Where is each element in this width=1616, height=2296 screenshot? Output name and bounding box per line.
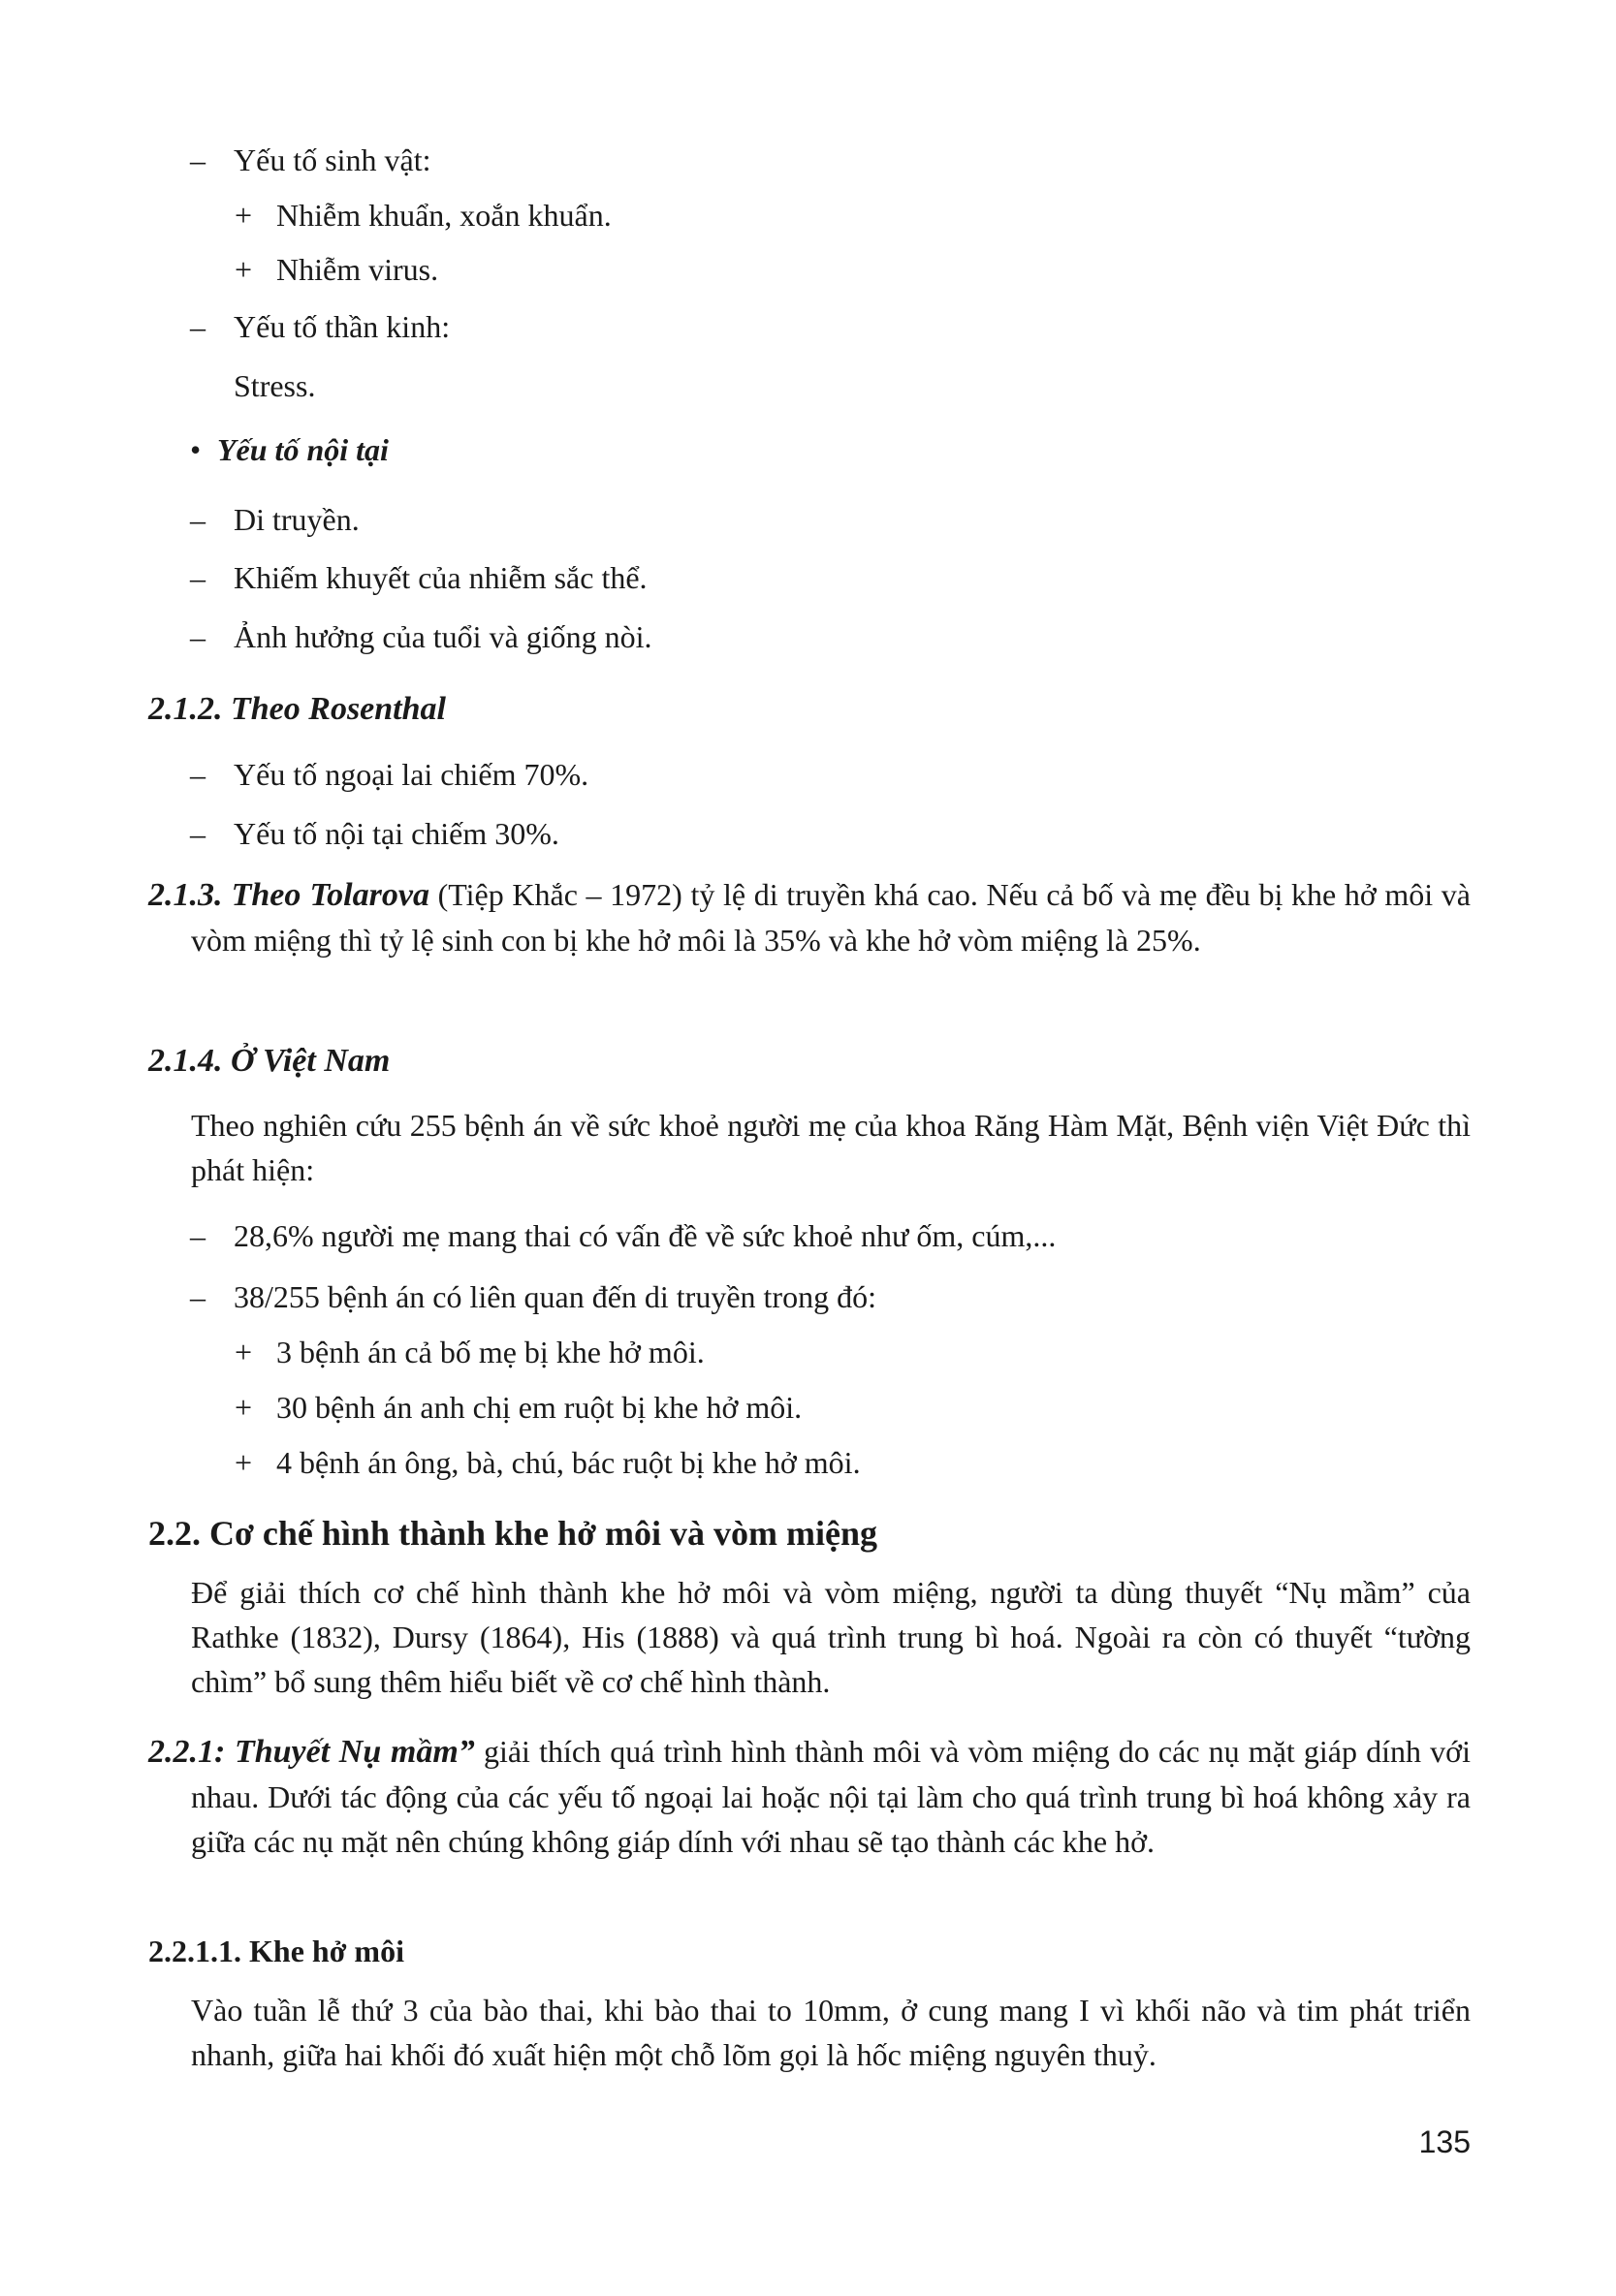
bullet-marker: • xyxy=(190,432,202,467)
page-number: 135 xyxy=(1418,2124,1471,2159)
section-heading: 2.1.2. Theo Rosenthal xyxy=(148,691,446,727)
paragraph-text: giải thích quá trình hình thành môi và vòm miệng do các nụ mặt giáp dính với nhau. Dưới tác động của các yếu tố ngoại lai hoặc nội tại làm cho quá trình trung bì hoá không xảy ra giữa các nụ mặt nên chúng không giáp dính với nhau sẽ tạo thành các khe hở. xyxy=(191,1734,1471,1859)
list-item: Yếu tố nội tại chiếm 30%. xyxy=(234,816,559,851)
list-item: 4 bệnh án ông, bà, chú, bác ruột bị khe hở môi. xyxy=(276,1445,861,1480)
section-heading: 2.2.1.1. Khe hở môi xyxy=(148,1934,404,1968)
list-item: Stress. xyxy=(234,368,316,403)
dash-marker: – xyxy=(190,502,206,537)
section-heading-inline: 2.2.1: Thuyết Nụ mầm” xyxy=(148,1734,475,1770)
dash-marker: – xyxy=(190,757,206,792)
plus-marker: + xyxy=(235,1390,253,1425)
paragraph: Để giải thích cơ chế hình thành khe hở môi và vòm miệng, người ta dùng thuyết “Nụ mầm” của Rathke (1832), Dursy (1864), His (1888) và quá trình trung bì hoá. Ngoài ra còn có thuyết “tường chìm” bổ sung thêm hiểu biết về cơ chế hình thành. xyxy=(191,1575,1471,1699)
list-item: Ảnh hưởng của tuổi và giống nòi. xyxy=(234,619,652,654)
paragraph: Theo nghiên cứu 255 bệnh án về sức khoẻ người mẹ của khoa Răng Hàm Mặt, Bệnh viện Việt Đức thì phát hiện: xyxy=(191,1108,1471,1187)
plus-marker: + xyxy=(235,252,253,287)
paragraph xyxy=(148,1729,1471,1864)
list-item: Nhiễm khuẩn, xoắn khuẩn. xyxy=(276,198,612,233)
list-item: Di truyền. xyxy=(234,502,360,537)
list-item: Nhiễm virus. xyxy=(276,252,439,287)
section-heading: 2.1.4. Ở Việt Nam xyxy=(148,1043,391,1079)
dash-marker: – xyxy=(190,309,206,344)
section-heading-inline: 2.1.3. Theo Tolarova xyxy=(148,877,429,913)
section-heading: 2.2. Cơ chế hình thành khe hở môi và vòm miệng xyxy=(148,1514,877,1553)
dash-marker: – xyxy=(190,142,206,177)
dash-marker: – xyxy=(190,560,206,595)
list-item: 30 bệnh án anh chị em ruột bị khe hở môi. xyxy=(276,1390,803,1425)
paragraph: Vào tuần lễ thứ 3 của bào thai, khi bào thai to 10mm, ở cung mang I vì khối não và tim phát triển nhanh, giữa hai khối đó xuất hiện một chỗ lõm gọi là hốc miệng nguyên thuỷ. xyxy=(191,1993,1471,2072)
list-item: 38/255 bệnh án có liên quan đến di truyền trong đó: xyxy=(234,1279,876,1314)
list-item: Yếu tố sinh vật: xyxy=(234,142,431,177)
plus-marker: + xyxy=(235,1335,253,1369)
dash-marker: – xyxy=(190,1218,206,1253)
plus-marker: + xyxy=(235,198,253,233)
paragraph-text: (Tiệp Khắc – 1972) tỷ lệ di truyền khá cao. Nếu cả bố và mẹ đều bị khe hở môi và vòm miệng thì tỷ lệ sinh con bị khe hở môi là 35% và khe hở vòm miệng là 25%. xyxy=(191,877,1472,958)
dash-marker: – xyxy=(190,816,206,851)
plus-marker: + xyxy=(235,1445,253,1480)
list-item: Khiếm khuyết của nhiễm sắc thể. xyxy=(234,560,648,595)
dash-marker: – xyxy=(190,1279,206,1314)
list-item: Yếu tố ngoại lai chiếm 70%. xyxy=(234,757,589,792)
list-item: 3 bệnh án cả bố mẹ bị khe hở môi. xyxy=(276,1335,705,1369)
dash-marker: – xyxy=(190,619,206,654)
list-item: Yếu tố thần kinh: xyxy=(234,309,451,344)
subheading: Yếu tố nội tại xyxy=(217,432,389,467)
paragraph xyxy=(148,872,1471,962)
list-item: 28,6% người mẹ mang thai có vấn đề về sức khoẻ như ốm, cúm,... xyxy=(234,1218,1057,1253)
